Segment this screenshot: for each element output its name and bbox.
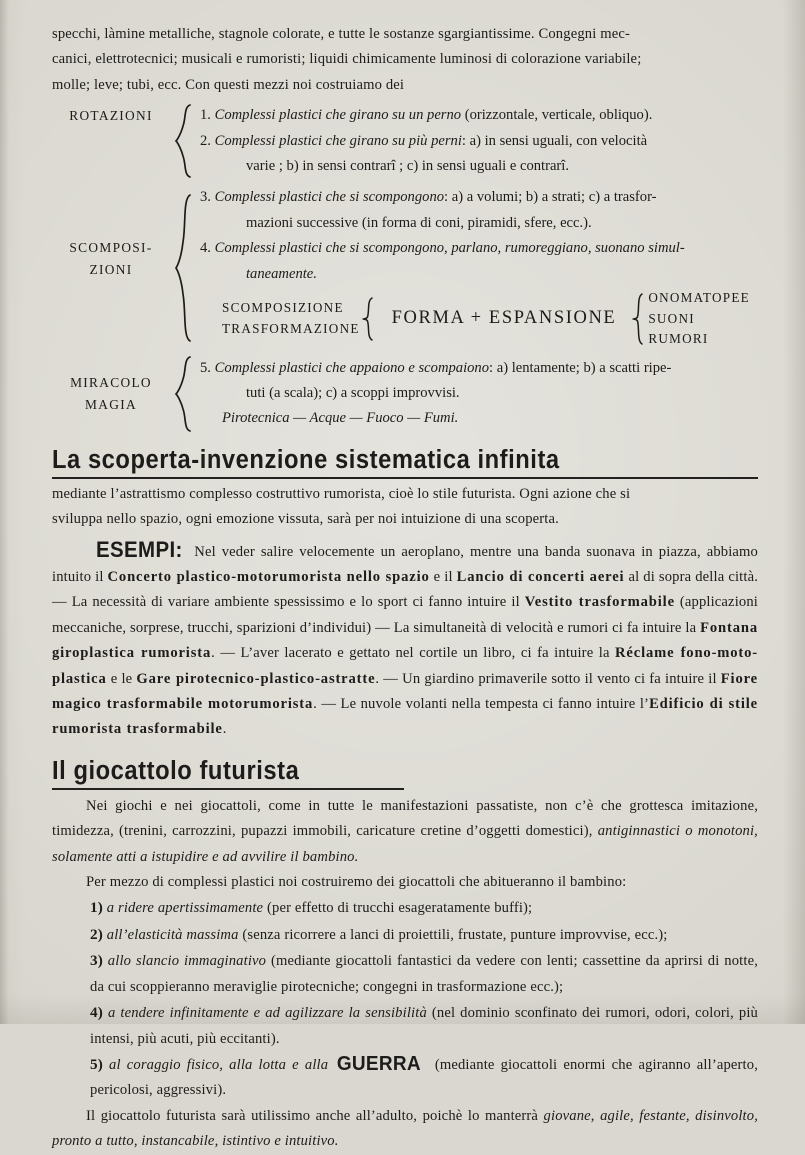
item-roman: : a) a volumi; b) a strati; c) a trasfor- (444, 189, 657, 206)
list-item-number: 5) (90, 1055, 103, 1073)
forma-espansione-formula (200, 288, 758, 350)
item-italic: Complessi plastici che si scompongono (214, 189, 445, 206)
item-continuation-italic: taneamente. (246, 265, 317, 282)
list-item-rest: (mediante giocattoli fantastici da vedere con lenti; cassettine da aprirsi di notte, da cui scoppieranno meraviglie pirotecniche; congegni in trasformazione ecc.); (90, 953, 758, 995)
heading-underline (52, 788, 404, 790)
brace-footer-line (200, 406, 758, 431)
brace-label-line: SCOMPOSI- (69, 240, 153, 256)
formula-term: ONOMATOPEE (648, 290, 750, 306)
brace-group-rotazioni (52, 103, 758, 179)
list-item-number: 1) (90, 899, 103, 917)
item-italic: Complessi plastici che girano su un perno (214, 107, 462, 124)
esempi-bold-8: Edificio di stile rumorista trasformabile (52, 696, 758, 738)
list-item-number: 2) (90, 925, 103, 943)
giocattolo-p1-italic: antiginnastici o monotoni, solamente atti a istupidire e ad avvilire il bambino. (52, 823, 758, 865)
esempi-bold-7: Fiore magico trasformabile motorumorista (52, 670, 758, 713)
list-item-italic: al coraggio fisico, alla lotta e alla (102, 1056, 335, 1073)
item-continuation: tuti (a scala); c) a scoppi improvvisi. (246, 384, 460, 401)
esempi-seg-8: . — Le nuvole volanti nella tempesta ci fanno intuire l’ (313, 696, 650, 713)
brace-label-rotazioni (52, 103, 170, 127)
document-body (52, 22, 758, 1155)
brace-group-miracolo-magia (52, 356, 758, 432)
list-item (200, 185, 758, 210)
item-number: 1. (200, 107, 211, 124)
curly-brace-icon (360, 297, 378, 341)
esempi-seg-5: . — L’aver lacerato e gettato nel cortile un libro, ci fa intuire la (211, 645, 616, 662)
brace-items-rotazioni (200, 103, 758, 179)
esempi-seg-2: e il (429, 569, 457, 585)
giocattolo-p1-roman: Nei giochi e nei giocattoli, come in tutte le manifestazioni passatiste, non c’è che grottesca imitazione, timidezza, (trenini, carrozzini, pupazzi immobili, caricature cretine d’oggetti domestici), (52, 797, 758, 840)
list-item-rest: (senza ricorrere a lanci di proiettili, frustate, punture improvvise, ecc.); (238, 926, 668, 943)
formula-term: RUMORI (648, 331, 709, 347)
esempi-bold-3: Vestito trasformabile (524, 594, 675, 611)
brace-label-line: MIRACOLO (70, 374, 152, 390)
esempi-label: ESEMPI: (96, 536, 183, 562)
brace-label-line: ZIONI (89, 262, 133, 278)
curly-brace-icon (170, 103, 200, 179)
item-number: 5. (200, 359, 211, 376)
giocattolo-paragraph-1 (52, 794, 758, 870)
formula-middle: FORMA + ESPANSIONE (391, 308, 617, 329)
section-heading-scoperta (52, 445, 758, 479)
section-heading-giocattolo (52, 756, 758, 790)
list-item-italic: allo slancio immaginativo (102, 953, 267, 970)
formula-left-terms (222, 298, 360, 339)
list-item (52, 922, 758, 948)
item-italic: Complessi plastici che appaiono e scompaiono (214, 359, 490, 376)
curly-brace-icon (630, 293, 648, 345)
item-roman: : a) lentamente; b) a scatti ripe- (489, 359, 672, 376)
list-item-rest: (nel dominio sconfinato dei rumori, odori, colori, più intensi, più acuti, più eccitanti). (90, 1005, 758, 1047)
item-number: 3. (200, 189, 211, 206)
item-continuation: varie ; b) in sensi contrarî ; c) in sensi uguali e contrarî. (246, 158, 569, 175)
formula-term: SCOMPOSIZIONE (222, 300, 344, 316)
section-heading-text: Il giocattolo futurista (52, 756, 300, 785)
curly-brace-icon (170, 356, 200, 432)
list-item-number: 4) (90, 1004, 103, 1022)
brace-label-line: ROTAZIONI (69, 108, 153, 124)
section-heading-text: La scoperta-invenzione sistematica infinita (52, 445, 560, 474)
esempi-seg-3: al di sopra della città. — La necessità di variare ambiente spessissimo e lo sport ci fanno intuire il (52, 569, 758, 611)
item-roman: : a) in sensi uguali, con velocità (461, 132, 648, 149)
item-continuation: mazioni successive (in forma di coni, piramidi, sfere, ecc.). (246, 214, 592, 231)
heading-underline (52, 477, 758, 479)
brace-label-line: MAGIA (85, 396, 137, 412)
brace-items-miracolo (200, 356, 758, 432)
list-item (52, 895, 758, 921)
formula-right-terms (648, 288, 750, 350)
item-number: 2. (200, 132, 211, 149)
list-item-italic: a ridere apertissimamente (102, 900, 264, 917)
item-number: 4. (200, 240, 211, 257)
list-item (200, 356, 758, 381)
esempi-bold-2: Lancio di concerti aerei (456, 569, 625, 585)
brace-group-scomposizioni (52, 185, 758, 349)
item-italic: Complessi plastici che girano su più perni (214, 132, 462, 149)
item-roman: (orizzontale, verticale, obliquo). (461, 107, 653, 124)
list-item (200, 129, 758, 154)
top-paragraph-line-2: canici, elettrotecnici; musicali e rumoristi; liquidi chimicamente luminosi di colorazione variabile; (52, 51, 642, 68)
giocattolo-closing-paragraph (52, 1104, 758, 1155)
brace-table (52, 103, 758, 432)
esempi-bold-5: Réclame fono-moto-plastica (52, 645, 758, 687)
formula-term: TRASFORMAZIONE (222, 320, 360, 336)
esempi-seg-9: . (222, 721, 227, 738)
esempi-seg-7: . — Un giardino primaverile sotto il vento ci fa intuire il (375, 670, 721, 687)
guerra-emphasis: GUERRA (337, 1052, 422, 1075)
closing-italic: giovane, agile, festante, disinvolto, pronto a tutto, instancabile, istintivo e intuitivo. (52, 1107, 759, 1150)
item-italic: Complessi plastici che si scompongono, parlano, rumoreggiano, suonano simul- (214, 240, 685, 257)
closing-roman: Il giocattolo futurista sarà utilissimo anche all’adulto, poichè lo manterrà (86, 1107, 544, 1124)
scoperta-body-line-2: sviluppa nello spazio, ogni emozione vissuta, sarà per noi intuizione di una scoperta. (52, 511, 559, 528)
top-paragraph (52, 22, 758, 98)
list-item (52, 948, 758, 1000)
scoperta-body-line-1: mediante l’astrattismo complesso costruttivo rumorista, cioè lo stile futurista. Ogni azione che si (52, 485, 631, 502)
esempi-seg-6: e le (106, 670, 137, 687)
giocattolo-list (52, 895, 758, 1103)
esempi-bold-4: Fontana giroplastica rumorista (52, 619, 758, 662)
esempi-paragraph (52, 537, 758, 743)
giocattolo-paragraph-2: Per mezzo di complessi plastici noi costruiremo dei giocattoli che abitueranno il bambino: (86, 874, 627, 891)
top-paragraph-line-3: molle; leve; tubi, ecc. Con questi mezzi noi costruiamo dei (52, 76, 405, 93)
esempi-seg-1: Nel veder salire velocemente un aeroplano, mentre una banda suonava in piazza, abbiamo intuito il (52, 543, 758, 585)
list-item-rest: (mediante giocattoli enormi che agiranno all’aperto, pericolosi, aggressivi). (90, 1056, 758, 1099)
list-item (52, 1052, 758, 1104)
item-continuation (200, 262, 758, 287)
list-item-italic: all’elasticità massima (102, 926, 239, 943)
curly-brace-icon (170, 185, 200, 349)
brace-label-scomposizioni (52, 185, 170, 281)
top-paragraph-line-1: specchi, làmine metalliche, stagnole colorate, e tutte le sostanze sgargiantissime. Congegni mec- (52, 26, 630, 42)
esempi-bold-6: Gare pirotecnico-plastico-astratte (136, 670, 376, 687)
list-item-number: 3) (90, 952, 103, 970)
formula-term: SUONI (648, 310, 695, 326)
esempi-bold-1: Concerto plastico-motorumorista nello spazio (107, 569, 430, 585)
brace-footer-italic: Pirotecnica — Acque — Fuoco — Fumi. (222, 410, 459, 427)
list-item-rest: (per effetto di trucchi esageratamente buffi); (263, 900, 533, 917)
list-item-italic: a tendere infinitamente e ad agilizzare la sensibilità (102, 1005, 427, 1022)
list-item (200, 236, 758, 261)
brace-label-miracolo-magia (52, 356, 170, 416)
esempi-seg-4: (applicazioni meccaniche, sorprese, trucchi, sparizioni d’individui) — La simultaneità di velocità e rumori ci fa intuire la (52, 594, 758, 636)
list-item (200, 103, 758, 128)
list-item (52, 1000, 758, 1052)
brace-items-scomposizioni (200, 185, 758, 349)
